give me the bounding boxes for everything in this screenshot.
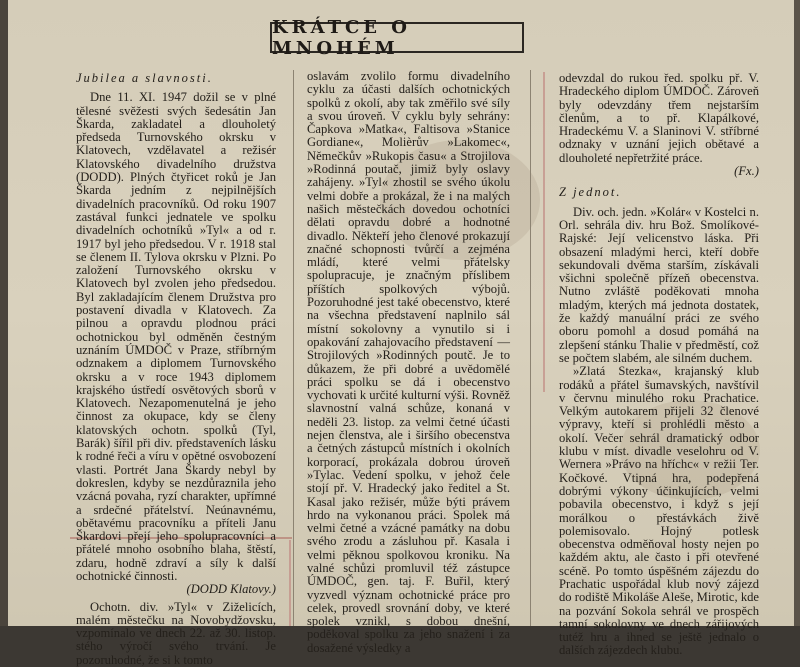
article-column-1 xyxy=(76,72,276,667)
article-paragraph: Div. och. jedn. »Kolár« v Kostelci n. Orl. sehrála div. hru Bož. Smolíkové-Rajské: Její velicenstvo láska. Při obsazení mladými herci, kteří dobře sekundovali dvěma starším, získávali všichni společně přízeň obecenstva. Nutno zvláště poděkovati mnoha mladým, kterých má jednota dostatek, že každý manuální práci ze svého oboru pomohl a dosud pomáhá na zlepšení stánku Thalie v předměstí, což se počtem slabém, ale silném duchem. xyxy=(559,204,759,365)
article-signature: (DODD Klatovy.) xyxy=(186,582,276,597)
article-column-2 xyxy=(307,70,510,655)
page-edge-left xyxy=(0,0,8,626)
column-divider xyxy=(530,70,531,626)
column-divider xyxy=(293,70,294,626)
article-paragraph: Dne 11. XI. 1947 dožil se v plné tělesné svěžesti svých šedesátin Jan Škarda, zakladatel a dlouholetý předseda Turnovského okrsku v Klatovech, vzdělavatel a režisér Klatovského divadelního družstva (DODD). Plných čtyřicet roků je Jan Škarda jedním z nejpilnějších divadelních pracovníků. Od roku 1907 zastával funkci jednatele ve spolku divadelních ochotníků »Tyl« a od r. 1917 byl jeho předsedou. V r. 1918 stal se členem II. Tylova okrsku v Plzni. Po založení Turnovského okrsku v Klatovech byl zvolen jeho předsedou. Byl zakladajícím členem Družstva pro postavení divadla v Klatovech. Za pilnou a opravdu plodnou práci ochotnickou byl odměněn čestným uznáním ÚMDOČ v Praze, stříbrným odznakem a diplomem Turnovského okrsku a v roce 1943 diplomem krajského ústředí osvětových sborů v Klatovech. Nezapomenutelná je jeho činnost za okupace, kdy se členy klatovských ochotn. spolků (Tyl, Barák) šířil při div. představeních lásku k rodné řeči a víru v opětné osvobození vlasti. Portrét Jana Škardy nebyl by dokreslen, kdyby se nezdůraznila jeho vzácná povaha, ryzí charakter, upřímné a srdečné přátelství. Neúnavnému, obětavému pracovníku a příteli Janu Škardovi přejí jeho spolupracovníci a přátelé mnoho osobního blaha, štěstí, zdaru, hodně zdraví a síly k další ochotnické činnosti. xyxy=(76,90,276,583)
article-signature: (Fx.) xyxy=(734,164,759,179)
column-heading: Z jednot. xyxy=(559,185,622,200)
article-paragraph: Ochotn. div. »Tyl« v Ziželicích, malém městečku na Novobydžovsku, vzpomínalo ve dnech 22. až 30. listop. stého výročí svého trvání. Je pozoruhodné, že si k tomto xyxy=(76,599,276,667)
article-paragraph: odevzdal do rukou řed. spolku př. V. Hradeckého diplom ÚMDOČ. Zároveň byly odevzdány třem nejstarším členům, a to př. Klapálkové, Hradeckému V. a Slaninovi V. stříbrné odznaky v uznání jejich obětavé a dlouholeté nepřetržité práce. xyxy=(559,71,759,165)
pencil-mark xyxy=(543,72,545,392)
column-heading: Jubilea a slavnosti. xyxy=(76,71,213,85)
pencil-mark xyxy=(289,540,291,626)
article-column-3 xyxy=(559,72,759,658)
article-paragraph: oslavám zvolilo formu divadelního cyklu za účasti dalších ochotnických spolků z okolí, aby tak změřilo své síly a svou úroveň. V cyklu byly sehrány: Čapkova »Matka«, Faltisova »Stanice Gordiane«, Molièrův »Lakomec«, Němečkův »Rukopis času« a Strojilova »Rodinná poutač, jimiž byly oslavy zahájeny. »Tyl« zhostil se svého úkolu velmi dobře a prokázal, že i na malých našich městečkách dovedou ochotníci dělati opravdu dobré a hodnotné divadlo. Někteří jeho členové prokazují značné schopnosti tvůrčí a zejména mládí, které velmi přátelsky spolupracuje, je značným příslibem příštích spolkových výbojů. Pozoruhodné jest také obecenstvo, které na všechna představení naplnilo sál místní sokolovny a vynutilo si i opakování zahajovacího představení — Strojilových »Rodinných poutč. Je to důkazem, že při dobré a uvědomělé práci spolku se dá i obecenstvo vychovati k určité kulturní výši. Rovněž slavnostní valná schůze, konaná v neděli 23. listop. za velmi četné účasti nejen členstva, ale i širšího obecenstva a četných zástupců místních i okolních korporací, prokázala dobrou úroveň »Tylac. Vedení spolku, v jehož čele stojí př. V. Hradecký jako ředitel a St. Kasal jako režisér, může býti právem hrdo na vykonanou práci. Spolek má velmi četné a vzácné památky na dobu svého zrodu a zásluhou př. Kasala i velmi pěknou spolkovou kroniku. Na valné schůzi promluvil též zástupce ÚMDOČ, gen. taj. F. Buřil, který vyzvedl význam ochotnické práce pro celek, provedl srovnání doby, ve které spolek vznikl, s dobou dnešní, poděkoval spolku za jeho snažení i za dosažené výsledky a xyxy=(307,69,510,655)
section-title: KRÁTCE O MNOHÉM xyxy=(270,22,524,53)
article-paragraph: »Zlatá Stezka«, krajanský klub rodáků a přátel šumavských, navštívil v červnu minulého roku Prachatice. Velkým autokarem přijeli 32 členové výpravy, kteří si prohlédli město a okolí. Večer sehrál dramatický odbor klubu v míst. divadle veselohru od V. Wernera »Právo na hříchc« v režii Ter. Kočkové. Vtipná hra, podepřená dobrými výkony účinkujících, velmi pobavila obecenstvo, i když s její morálkou o přestávkách živě polemisovalo. Hojný potlesk obecenstva odměňoval hosty nejen po každém aktu, ale často i při otevřené scéně. Po tomto úspěšném zájezdu do Prachatic uspořádal klub nový zájezd do rodiště Mikoláše Aleše, Mirotic, kde na pozvání Sokola sehrál ve prospěch tamní sokolovny ve dnech zářijových tutéž hru a ihned se ještě jednalo o dalších zájezdech klubu. xyxy=(559,364,759,658)
page-edge-right xyxy=(794,0,800,626)
